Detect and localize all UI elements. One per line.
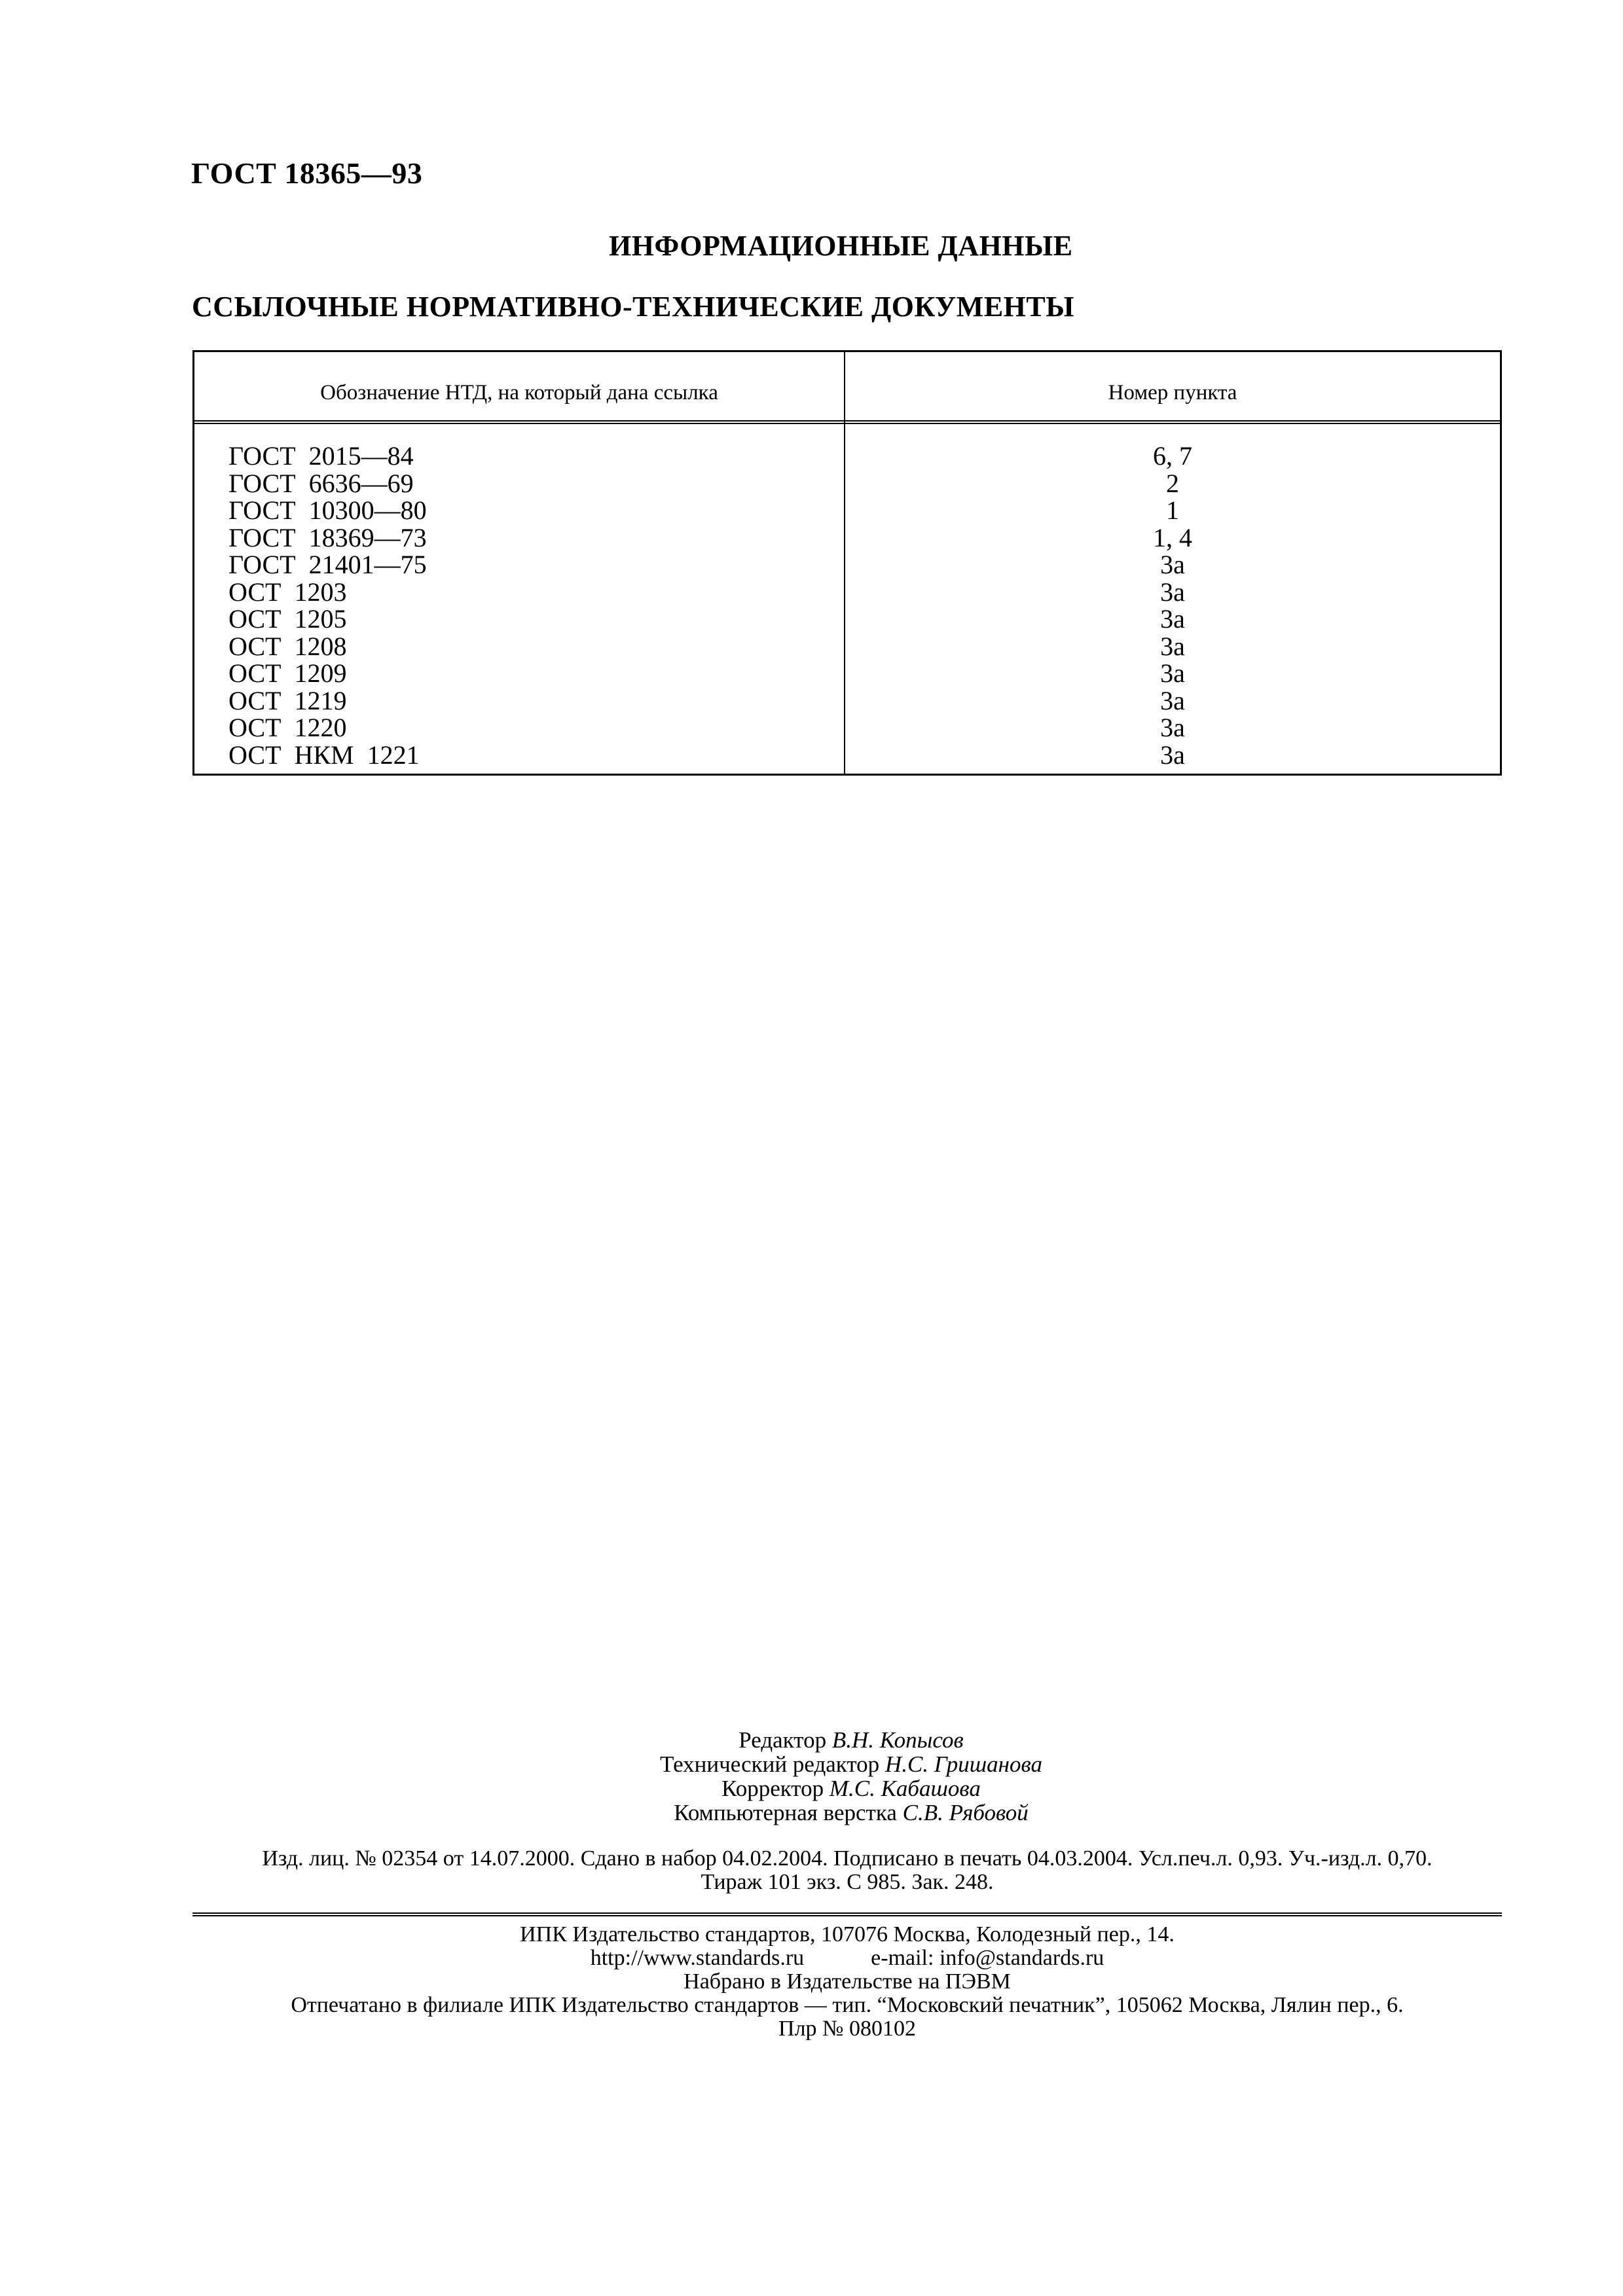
publication-info (192, 1847, 1502, 1894)
doc-cell: ОСТ 1209 (228, 658, 347, 688)
clause-cell: 3а (1160, 604, 1185, 634)
clause-cell: 3а (1160, 658, 1185, 688)
footer-double-rule (192, 1912, 1502, 1916)
credit-tech-editor: Технический редактор Н.С. Гришанова (660, 1751, 1042, 1777)
table-header-document: Обозначение НТД, на который дана ссылка (320, 381, 718, 404)
publisher-contacts (192, 1946, 1502, 1970)
section-title-info: ИНФОРМАЦИОННЫЕ ДАННЫЕ (609, 230, 1073, 262)
table-row (194, 442, 1500, 470)
imprint-block (192, 1923, 1502, 2041)
header-double-rule (194, 420, 1500, 424)
clause-cell: 1, 4 (1153, 522, 1192, 552)
table-header-clause: Номер пункта (1108, 381, 1237, 404)
table-row (194, 714, 1500, 742)
clause-cell: 1 (1166, 495, 1179, 525)
clause-cell: 6, 7 (1153, 441, 1192, 471)
email-link[interactable]: e-mail: info@standards.ru (871, 1946, 1104, 1970)
publisher-address: ИПК Издательство стандартов, 107076 Москва, Колодезный пер., 14. (520, 1922, 1175, 1946)
section-title-references: ССЫЛОЧНЫЕ НОРМАТИВНО-ТЕХНИЧЕСКИЕ ДОКУМЕНТЫ (192, 291, 1074, 323)
doc-cell: ОСТ 1208 (228, 631, 347, 661)
print-run-line: Тираж 101 экз. С 985. Зак. 248. (701, 1870, 994, 1894)
doc-cell: ГОСТ 6636—69 (228, 468, 414, 498)
doc-cell: ГОСТ 18369—73 (228, 522, 427, 552)
doc-cell: ОСТ НКМ 1221 (228, 740, 420, 770)
table-row (194, 660, 1500, 687)
website-link[interactable]: http://www.standards.ru (590, 1946, 805, 1970)
table-row (194, 551, 1500, 579)
doc-cell: ГОСТ 2015—84 (228, 441, 414, 471)
doc-cell: ОСТ 1203 (228, 577, 347, 607)
clause-cell: 3а (1160, 685, 1185, 715)
references-table (192, 350, 1502, 776)
table-body (194, 442, 1500, 768)
document-code: ГОСТ 18365—93 (191, 156, 423, 190)
credit-corrector: Корректор М.С. Кабашова (721, 1776, 981, 1801)
clause-cell: 3а (1160, 550, 1185, 579)
clause-cell: 3а (1160, 713, 1185, 742)
doc-cell: ГОСТ 21401—75 (228, 550, 427, 579)
publication-info-line: Изд. лиц. № 02354 от 14.07.2000. Сдано в набор 04.02.2004. Подписано в печать 04.03.2004. Усл.печ.л. 0,93. Уч.-изд.л. 0,70. (262, 1846, 1432, 1871)
table-row (194, 470, 1500, 497)
license-number: Плр № 080102 (778, 2017, 916, 2041)
table-row (194, 524, 1500, 552)
table-row (194, 605, 1500, 633)
doc-cell: ОСТ 1220 (228, 713, 347, 742)
credits-block (629, 1728, 1074, 1825)
doc-cell: ГОСТ 10300—80 (228, 495, 427, 525)
table-row (194, 579, 1500, 606)
clause-cell: 3а (1160, 577, 1185, 607)
credit-layout: Компьютерная верстка С.В. Рябовой (674, 1800, 1029, 1825)
table-row (194, 497, 1500, 524)
clause-cell: 3а (1160, 631, 1185, 661)
clause-cell: 2 (1166, 468, 1179, 498)
typeset-note: Набрано в Издательстве на ПЭВМ (684, 1969, 1011, 1994)
doc-cell: ОСТ 1219 (228, 685, 347, 715)
credit-editor: Редактор В.Н. Копысов (739, 1727, 964, 1753)
table-row (194, 687, 1500, 715)
table-row (194, 742, 1500, 769)
printing-note: Отпечатано в филиале ИПК Издательство стандартов — тип. “Московский печатник”, 105062 Москва, Лялин пер., 6. (291, 1993, 1404, 2017)
doc-cell: ОСТ 1205 (228, 604, 347, 634)
table-row (194, 633, 1500, 660)
clause-cell: 3а (1160, 740, 1185, 770)
